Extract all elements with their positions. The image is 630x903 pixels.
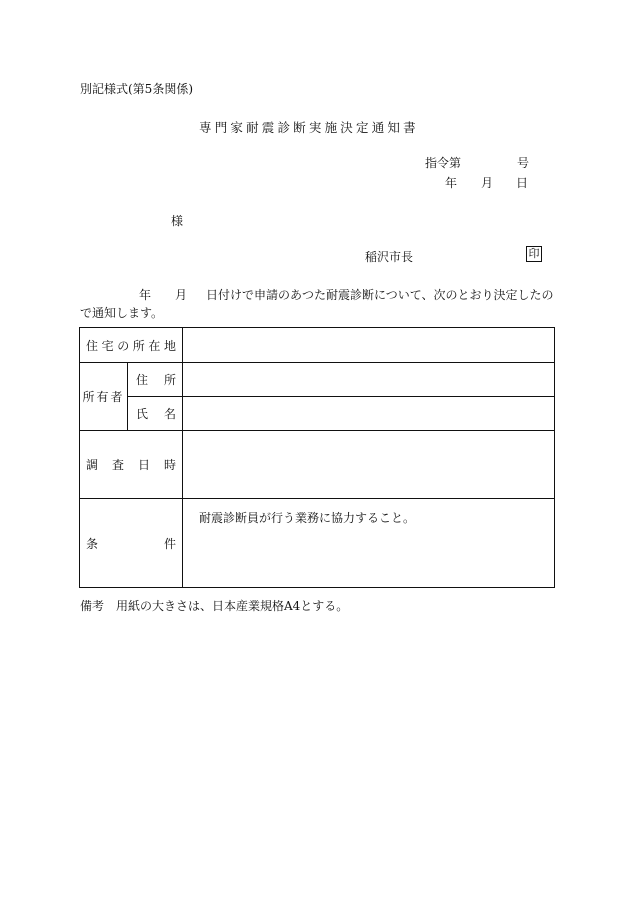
conditions-label-char: 条 [86, 536, 99, 551]
body-application-month: 月 [175, 288, 188, 302]
location-label-char: 住 [86, 338, 99, 353]
document-title: 専門家耐震診断実施決定通知書 [199, 120, 419, 135]
owner-name-field[interactable] [183, 396, 554, 430]
seal-mark: 印 [526, 246, 542, 262]
survey-date-field[interactable] [183, 431, 554, 498]
conditions-label [80, 499, 183, 587]
owner-name-label-char: 名 [163, 407, 176, 421]
location-label [80, 328, 183, 362]
issuer-name: 稲沢市長 [365, 250, 414, 264]
order-number-suffix: 号 [517, 156, 530, 170]
recipient-honorific: 様 [171, 214, 184, 228]
body-text-line1: 日付けで申請のあつた耐震診断について、次のとおり決定したの [206, 288, 554, 302]
owner-fields [183, 363, 554, 430]
location-label-char: 在 [148, 338, 161, 353]
conditions-label-char: 件 [163, 536, 176, 551]
owner-address-label-char: 住 [136, 373, 149, 387]
owner-address-label [128, 363, 182, 396]
owner-address-label-char: 所 [163, 373, 176, 387]
owner-sublabels [128, 363, 182, 430]
body-text-line2: で通知します。 [80, 306, 164, 320]
location-label-char: の [117, 338, 130, 353]
survey-date-row [80, 430, 554, 498]
location-row [80, 328, 554, 362]
owner-label-group [80, 363, 183, 430]
owner-address-sublabel-row [128, 363, 182, 396]
location-label-char: 地 [163, 338, 176, 353]
conditions-field [183, 499, 554, 587]
issue-date-month: 月 [481, 176, 494, 190]
survey-date-label-char: 査 [111, 458, 124, 472]
location-field[interactable] [183, 328, 554, 362]
remarks-note: 備考 用紙の大きさは、日本産業規格A4とする。 [80, 599, 349, 613]
notice-details-table [79, 327, 555, 588]
owner-address-field[interactable] [183, 363, 554, 396]
owner-label: 所有者 [80, 363, 128, 430]
survey-date-label-char: 調 [86, 458, 99, 472]
order-number-label: 指令第 [425, 156, 462, 170]
issue-date-day: 日 [516, 176, 529, 190]
owner-name-sublabel-row [128, 396, 182, 430]
survey-date-label-char: 時 [163, 458, 176, 472]
conditions-text: 耐震診断員が行う業務に協力すること。 [199, 511, 416, 525]
location-label-char: 宅 [101, 338, 114, 353]
survey-date-label [80, 431, 183, 498]
location-label-char: 所 [132, 338, 145, 353]
owner-name-label-char: 氏 [136, 407, 149, 421]
body-application-year: 年 [139, 288, 152, 302]
owner-row [80, 362, 554, 430]
issue-date-year: 年 [445, 176, 458, 190]
conditions-row [80, 498, 554, 587]
owner-name-label [128, 397, 182, 430]
form-reference: 別記様式(第5条関係) [80, 82, 193, 96]
survey-date-label-char: 日 [137, 458, 150, 472]
